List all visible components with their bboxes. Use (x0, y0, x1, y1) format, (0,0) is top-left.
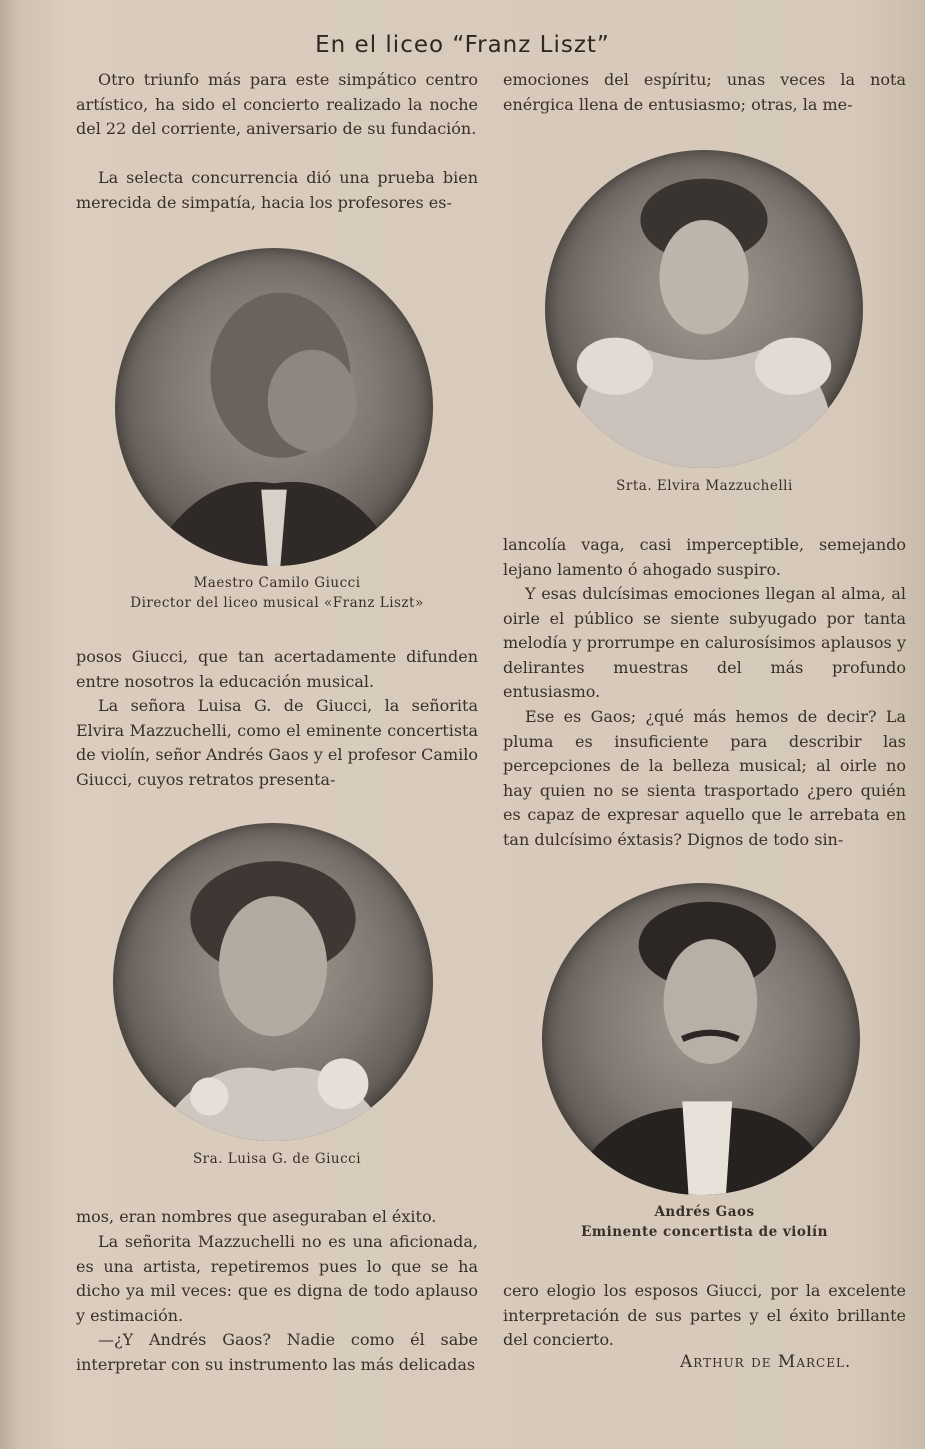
portrait-camilo-giucci (115, 248, 433, 566)
paragraph: —¿Y Andrés Gaos? Nadie como él sabe interpretar con su instrumento las más delicadas (76, 1330, 478, 1374)
paragraph: La señora Luisa G. de Giucci, la señorita Elvira Mazzuchelli, como el eminente concertista de violín, señor Andrés Gaos y el profesor Camilo Giucci, cuyos retratos presenta- (76, 696, 478, 789)
caption-elvira: Srta. Elvira Mazzuchelli (616, 478, 793, 494)
paragraph: La selecta concurrencia dió una prueba bien merecida de simpatía, hacia los profesores es- (76, 168, 478, 212)
portrait-elvira-image (545, 150, 863, 468)
paragraph: emociones del espíritu; unas veces la nota enérgica llena de entusiasmo; otras, la me- (503, 70, 906, 114)
portrait-elvira-mazzuchelli (545, 150, 863, 468)
paragraph: posos Giucci, que tan acertadamente difunden entre nosotros la educación musical. (76, 647, 478, 691)
paragraph: cero elogio los esposos Giucci, por la excelente interpretación de sus partes y el éxito brillante del concierto. (503, 1281, 906, 1350)
article-title: En el liceo “Franz Liszt” (315, 32, 610, 58)
author-signature: Arthur de Marcel. (680, 1352, 852, 1372)
paragraph: Y esas dulcísimas emociones llegan al alma, al oirle el público se siente subyugado por tanta melodía y prorrumpe en calurosísimos aplausos y delirantes muestras del más profundo entusiasmo. (503, 584, 906, 702)
portrait-andres-gaos (542, 883, 860, 1195)
portrait-luisa-image (113, 823, 433, 1141)
caption-camilo-role: Director del liceo musical «Franz Liszt» (130, 595, 424, 611)
paragraph: mos, eran nombres que aseguraban el éxito. (76, 1207, 437, 1226)
caption-andres-role: Eminente concertista de violín (581, 1224, 828, 1240)
caption-andres-name: Andrés Gaos (654, 1204, 755, 1220)
paragraph: lancolía vaga, casi imperceptible, semejando lejano lamento ó ahogado suspiro. (503, 535, 906, 579)
portrait-andres-image (542, 883, 860, 1195)
paragraph: Otro triunfo más para este simpático centro artístico, ha sido el concierto realizado la noche del 22 del corriente, aniversario de su fundación. (76, 70, 478, 139)
paragraph: Ese es Gaos; ¿qué más hemos de decir? La pluma es insuficiente para describir las percepciones de la belleza musical; al oirle no hay quien no se sienta trasportado ¿pero quién es capaz de expresar aquello que le arrebata en tan dulcísimo éxtasis? Dignos de todo sin- (503, 707, 906, 849)
caption-camilo-name: Maestro Camilo Giucci (193, 575, 361, 591)
portrait-luisa-giucci (113, 823, 433, 1141)
portrait-camilo-image (115, 248, 433, 566)
caption-luisa: Sra. Luisa G. de Giucci (192, 1151, 362, 1167)
paragraph: La señorita Mazzuchelli no es una aficionada, es una artista, repetiremos pues lo que se ha dicho ya mil veces: que es digna de todo aplauso y estimación. (76, 1232, 478, 1325)
